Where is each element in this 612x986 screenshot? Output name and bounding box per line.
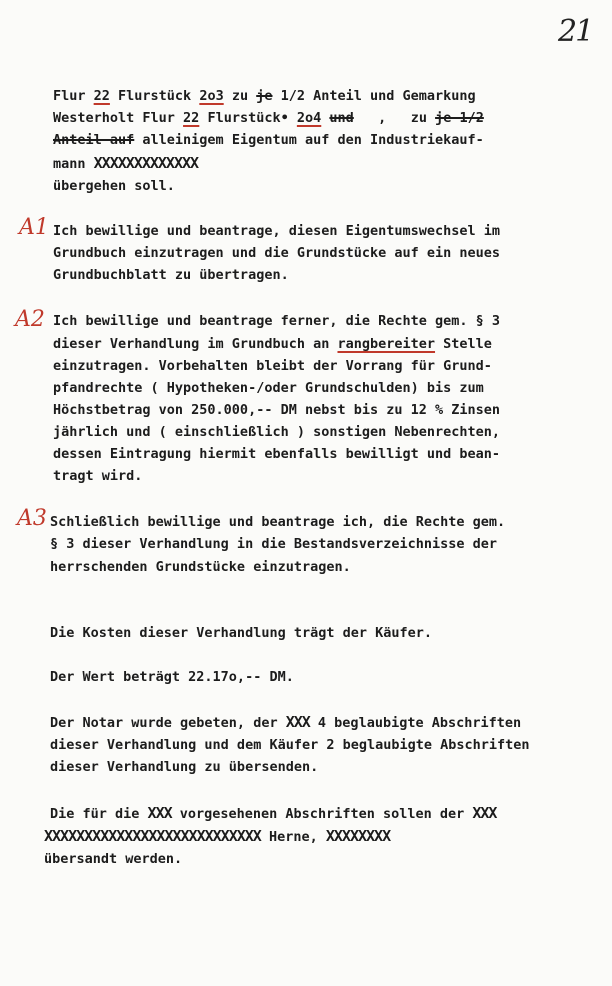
redaction: XXX (472, 804, 497, 822)
text-line: mann XXXXXXXXXXXXX (53, 154, 199, 172)
text-line: Flur 22 Flurstück 2o3 zu je 1/2 Anteil und Gemarkung (53, 88, 476, 104)
text-line: Grundbuch einzutragen und die Grundstücke auf ein neues (53, 245, 501, 261)
redaction: XXXXXXXX (325, 827, 391, 845)
text-line: Ich bewillige und beantrage, diesen Eigentumswechsel im (53, 223, 501, 239)
text-line: pfandrechte ( Hypotheken-/oder Grundschulden) bis zum (53, 380, 484, 396)
margin-note-a2: A2 (15, 307, 45, 332)
text-line: Anteil auf alleinigem Eigentum auf den Industriekauf- (53, 132, 484, 148)
redaction: XXXXXXXXXXXXXXXXXXXXXXXXXXX (44, 827, 261, 845)
text-line: übersandt werden. (44, 851, 183, 867)
text-line: § 3 dieser Verhandlung in die Bestandsverzeichnisse der (50, 536, 498, 552)
text-line: tragt wird. (53, 468, 143, 484)
margin-note-a1: A1 (19, 215, 49, 240)
text-line: Schließlich bewillige und beantrage ich, die Rechte gem. (50, 514, 506, 530)
text-line: dieser Verhandlung im Grundbuch an rangbereiter Stelle (53, 336, 492, 352)
text-line: übergehen soll. (53, 178, 175, 194)
text-line: dieser Verhandlung und dem Käufer 2 beglaubigte Abschriften (50, 737, 530, 753)
text-line: Höchstbetrag von 250.000,-- DM nebst bis zu 12 % Zinsen (53, 402, 501, 418)
text-line: Die Kosten dieser Verhandlung trägt der Käufer. (50, 625, 433, 641)
text-line: dieser Verhandlung zu übersenden. (50, 759, 319, 775)
redaction: XXXXXXXXXXXXX (93, 154, 199, 172)
text-line: Der Wert beträgt 22.17o,-- DM. (50, 669, 294, 685)
text-line: Der Notar wurde gebeten, der XXX 4 beglaubigte Abschriften (50, 713, 522, 731)
text-line: dessen Eintragung hiermit ebenfalls bewilligt und bean- (53, 446, 501, 462)
text-line: XXXXXXXXXXXXXXXXXXXXXXXXXXX Herne, XXXXXXXX (44, 827, 391, 845)
margin-note-a3: A3 (17, 506, 47, 531)
text-line: Die für die XXX vorgesehenen Abschriften sollen der XXX (50, 804, 497, 822)
text-line: Westerholt Flur 22 Flurstück• 2o4 und , zu je 1/2 (53, 110, 484, 126)
text-line: Ich bewillige und beantrage ferner, die Rechte gem. § 3 (53, 313, 501, 329)
text-line: Grundbuchblatt zu übertragen. (53, 267, 289, 283)
redaction: XXX (285, 713, 310, 731)
text-line: einzutragen. Vorbehalten bleibt der Vorrang für Grund- (53, 358, 492, 374)
text-line: jährlich und ( einschließlich ) sonstigen Nebenrechten, (53, 424, 501, 440)
text-line: herrschenden Grundstücke einzutragen. (50, 559, 351, 575)
page-number: 21 (558, 14, 593, 49)
redaction: XXX (147, 804, 172, 822)
